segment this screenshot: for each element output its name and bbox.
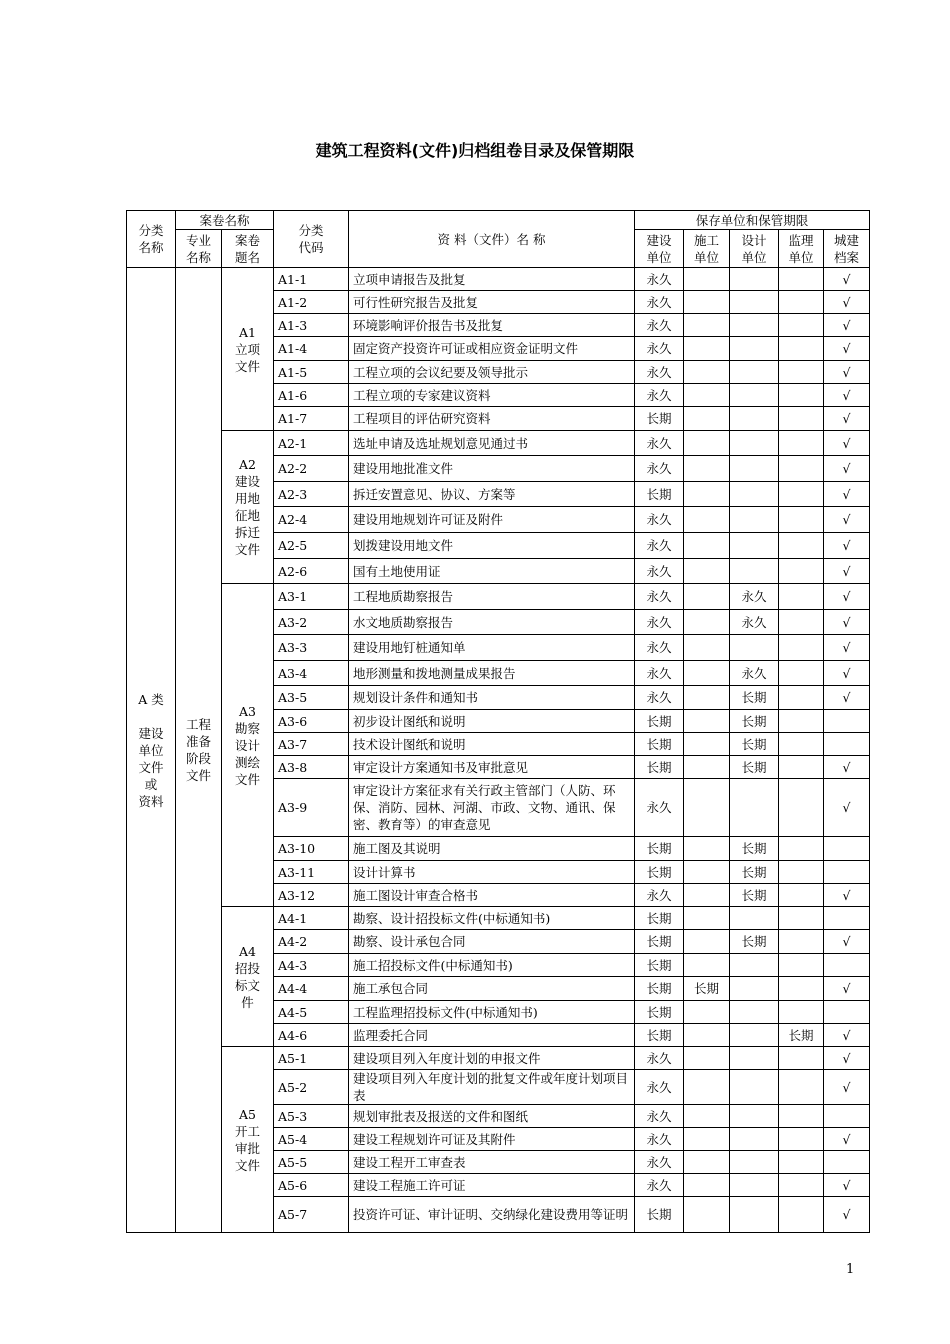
supervise-retention-cell: [779, 1070, 824, 1105]
table-row: [127, 907, 870, 930]
construct-retention-cell: [684, 431, 730, 456]
document-name-cell: 建设用地规划许可证及附件: [349, 507, 635, 533]
archive-retention-cell: √: [824, 930, 870, 954]
supervise-retention-cell: [779, 584, 824, 610]
archive-retention-cell: [824, 1105, 870, 1128]
document-name-cell: 审定设计方案通知书及审批意见: [349, 756, 635, 779]
code-cell: A3-11: [274, 861, 349, 884]
archive-retention-cell: √: [824, 1128, 870, 1151]
document-name-cell: 水文地质勘察报告: [349, 610, 635, 635]
volume-title-cell: A5 开工 审批 文件: [222, 1047, 274, 1233]
build-retention-cell: 长期: [635, 482, 684, 507]
document-name-cell: 立项申请报告及批复: [349, 268, 635, 291]
header-unit-supervise: 监理 单位: [779, 230, 824, 268]
code-cell: A3-4: [274, 661, 349, 686]
archive-retention-cell: √: [824, 884, 870, 907]
archive-retention-cell: √: [824, 559, 870, 584]
supervise-retention-cell: [779, 907, 824, 930]
document-name-cell: 设计计算书: [349, 861, 635, 884]
code-cell: A5-7: [274, 1197, 349, 1233]
construct-retention-cell: [684, 779, 730, 837]
archive-retention-cell: √: [824, 407, 870, 431]
design-retention-cell: [730, 954, 779, 977]
header-unit-design: 设计 单位: [730, 230, 779, 268]
design-retention-cell: 长期: [730, 733, 779, 756]
design-retention-cell: [730, 361, 779, 384]
document-name-cell: 初步设计图纸和说明: [349, 710, 635, 733]
document-name-cell: 勘察、设计承包合同: [349, 930, 635, 954]
code-cell: A4-6: [274, 1024, 349, 1047]
construct-retention-cell: [684, 268, 730, 291]
build-retention-cell: 长期: [635, 1024, 684, 1047]
build-retention-cell: 永久: [635, 291, 684, 314]
document-name-cell: 施工图及其说明: [349, 837, 635, 861]
archive-retention-cell: √: [824, 1174, 870, 1197]
code-cell: A5-2: [274, 1070, 349, 1105]
build-retention-cell: 永久: [635, 1070, 684, 1105]
archive-retention-cell: √: [824, 361, 870, 384]
code-cell: A2-5: [274, 533, 349, 559]
build-retention-cell: 长期: [635, 756, 684, 779]
archive-retention-cell: √: [824, 584, 870, 610]
supervise-retention-cell: [779, 507, 824, 533]
design-retention-cell: 长期: [730, 861, 779, 884]
construct-retention-cell: [684, 710, 730, 733]
supervise-retention-cell: [779, 861, 824, 884]
archive-retention-cell: √: [824, 314, 870, 337]
supervise-retention-cell: [779, 1001, 824, 1024]
code-cell: A3-7: [274, 733, 349, 756]
archive-retention-cell: [824, 861, 870, 884]
design-retention-cell: [730, 337, 779, 361]
design-retention-cell: [730, 907, 779, 930]
design-retention-cell: [730, 977, 779, 1001]
build-retention-cell: 永久: [635, 686, 684, 710]
design-retention-cell: [730, 456, 779, 482]
design-retention-cell: [730, 1024, 779, 1047]
document-name-cell: 建设工程施工许可证: [349, 1174, 635, 1197]
design-retention-cell: [730, 533, 779, 559]
code-cell: A1-6: [274, 384, 349, 407]
code-cell: A5-1: [274, 1047, 349, 1070]
header-category-name: 分类 名称: [127, 211, 176, 268]
design-retention-cell: [730, 507, 779, 533]
supervise-retention-cell: [779, 610, 824, 635]
build-retention-cell: 长期: [635, 710, 684, 733]
supervise-retention-cell: [779, 268, 824, 291]
volume-title-cell: A2 建设 用地 征地 拆迁 文件: [222, 431, 274, 584]
table-row: [127, 1047, 870, 1070]
archive-retention-cell: √: [824, 431, 870, 456]
build-retention-cell: 永久: [635, 431, 684, 456]
construct-retention-cell: [684, 314, 730, 337]
build-retention-cell: 长期: [635, 977, 684, 1001]
supervise-retention-cell: [779, 977, 824, 1001]
build-retention-cell: 永久: [635, 884, 684, 907]
design-retention-cell: 永久: [730, 584, 779, 610]
header-class-code: 分类 代码: [274, 211, 349, 268]
document-name-cell: 固定资产投资许可证或相应资金证明文件: [349, 337, 635, 361]
document-name-cell: 规划设计条件和通知书: [349, 686, 635, 710]
supervise-retention-cell: [779, 1174, 824, 1197]
build-retention-cell: 长期: [635, 407, 684, 431]
header-unit-build: 建设 单位: [635, 230, 684, 268]
document-name-cell: 施工招投标文件(中标通知书): [349, 954, 635, 977]
code-cell: A3-1: [274, 584, 349, 610]
code-cell: A2-2: [274, 456, 349, 482]
design-retention-cell: [730, 1174, 779, 1197]
design-retention-cell: 长期: [730, 710, 779, 733]
archive-retention-cell: √: [824, 268, 870, 291]
build-retention-cell: 长期: [635, 1197, 684, 1233]
archive-retention-cell: √: [824, 756, 870, 779]
document-name-cell: 环境影响评价报告书及批复: [349, 314, 635, 337]
construct-retention-cell: [684, 384, 730, 407]
archive-retention-cell: √: [824, 1024, 870, 1047]
document-name-cell: 建设用地批准文件: [349, 456, 635, 482]
code-cell: A2-6: [274, 559, 349, 584]
build-retention-cell: 长期: [635, 954, 684, 977]
supervise-retention-cell: [779, 837, 824, 861]
supervise-retention-cell: [779, 337, 824, 361]
document-name-cell: 施工承包合同: [349, 977, 635, 1001]
code-cell: A4-3: [274, 954, 349, 977]
code-cell: A3-3: [274, 635, 349, 661]
supervise-retention-cell: [779, 1197, 824, 1233]
design-retention-cell: [730, 1151, 779, 1174]
header-retention-group: 保存单位和保管期限: [635, 211, 870, 230]
supervise-retention-cell: [779, 407, 824, 431]
table-row: [127, 431, 870, 456]
archive-catalog-table: [126, 210, 870, 1233]
supervise-retention-cell: [779, 456, 824, 482]
code-cell: A4-2: [274, 930, 349, 954]
archive-retention-cell: √: [824, 384, 870, 407]
archive-retention-cell: √: [824, 635, 870, 661]
build-retention-cell: 永久: [635, 1105, 684, 1128]
document-name-cell: 审定设计方案征求有关行政主管部门（人防、环保、消防、园林、河湖、市政、文物、通讯、保密、教育等）的审查意见: [349, 779, 635, 837]
build-retention-cell: 永久: [635, 384, 684, 407]
document-name-cell: 规划审批表及报送的文件和图纸: [349, 1105, 635, 1128]
archive-retention-cell: √: [824, 533, 870, 559]
code-cell: A1-3: [274, 314, 349, 337]
construct-retention-cell: [684, 1197, 730, 1233]
document-name-cell: 拆迁安置意见、协议、方案等: [349, 482, 635, 507]
construct-retention-cell: [684, 1001, 730, 1024]
code-cell: A1-2: [274, 291, 349, 314]
build-retention-cell: 长期: [635, 907, 684, 930]
supervise-retention-cell: [779, 635, 824, 661]
construct-retention-cell: [684, 507, 730, 533]
document-name-cell: 可行性研究报告及批复: [349, 291, 635, 314]
build-retention-cell: 长期: [635, 733, 684, 756]
construct-retention-cell: [684, 407, 730, 431]
construct-retention-cell: [684, 291, 730, 314]
table-row: [127, 268, 870, 291]
header-unit-construct: 施工 单位: [684, 230, 730, 268]
construct-retention-cell: [684, 1047, 730, 1070]
design-retention-cell: [730, 1001, 779, 1024]
build-retention-cell: 永久: [635, 661, 684, 686]
archive-retention-cell: √: [824, 1070, 870, 1105]
document-name-cell: 建设项目列入年度计划的申报文件: [349, 1047, 635, 1070]
code-cell: A1-5: [274, 361, 349, 384]
design-retention-cell: 长期: [730, 884, 779, 907]
construct-retention-cell: [684, 337, 730, 361]
category-cell: A 类 建设 单位 文件 或 资料: [127, 268, 176, 1233]
archive-retention-cell: [824, 837, 870, 861]
code-cell: A2-1: [274, 431, 349, 456]
design-retention-cell: [730, 1197, 779, 1233]
archive-retention-cell: √: [824, 291, 870, 314]
build-retention-cell: 永久: [635, 268, 684, 291]
supervise-retention-cell: [779, 686, 824, 710]
supervise-retention-cell: [779, 756, 824, 779]
build-retention-cell: 永久: [635, 559, 684, 584]
archive-retention-cell: √: [824, 1197, 870, 1233]
supervise-retention-cell: [779, 482, 824, 507]
construct-retention-cell: [684, 610, 730, 635]
supervise-retention-cell: [779, 431, 824, 456]
header-volume-title: 案卷 题名: [222, 230, 274, 268]
construct-retention-cell: [684, 456, 730, 482]
build-retention-cell: 永久: [635, 361, 684, 384]
document-name-cell: 工程监理招投标文件(中标通知书): [349, 1001, 635, 1024]
document-name-cell: 划拨建设用地文件: [349, 533, 635, 559]
document-name-cell: 勘察、设计招投标文件(中标通知书): [349, 907, 635, 930]
design-retention-cell: [730, 779, 779, 837]
build-retention-cell: 永久: [635, 533, 684, 559]
archive-retention-cell: √: [824, 507, 870, 533]
code-cell: A3-6: [274, 710, 349, 733]
code-cell: A3-10: [274, 837, 349, 861]
header-volume-name: 案卷名称: [176, 211, 274, 230]
code-cell: A2-4: [274, 507, 349, 533]
design-retention-cell: [730, 431, 779, 456]
design-retention-cell: [730, 407, 779, 431]
construct-retention-cell: [684, 1070, 730, 1105]
document-name-cell: 投资许可证、审计证明、交纳绿化建设费用等证明: [349, 1197, 635, 1233]
code-cell: A1-1: [274, 268, 349, 291]
construct-retention-cell: [684, 954, 730, 977]
construct-retention-cell: [684, 1105, 730, 1128]
construct-retention-cell: 长期: [684, 977, 730, 1001]
archive-retention-cell: [824, 1151, 870, 1174]
construct-retention-cell: [684, 756, 730, 779]
construct-retention-cell: [684, 1151, 730, 1174]
supervise-retention-cell: [779, 930, 824, 954]
code-cell: A3-12: [274, 884, 349, 907]
document-name-cell: 工程项目的评估研究资料: [349, 407, 635, 431]
design-retention-cell: [730, 1128, 779, 1151]
build-retention-cell: 永久: [635, 610, 684, 635]
construct-retention-cell: [684, 686, 730, 710]
code-cell: A2-3: [274, 482, 349, 507]
design-retention-cell: [730, 482, 779, 507]
construct-retention-cell: [684, 907, 730, 930]
code-cell: A1-7: [274, 407, 349, 431]
construct-retention-cell: [684, 1174, 730, 1197]
design-retention-cell: 长期: [730, 930, 779, 954]
document-name-cell: 地形测量和拨地测量成果报告: [349, 661, 635, 686]
code-cell: A3-2: [274, 610, 349, 635]
archive-retention-cell: √: [824, 610, 870, 635]
supervise-retention-cell: [779, 361, 824, 384]
design-retention-cell: 永久: [730, 610, 779, 635]
code-cell: A4-5: [274, 1001, 349, 1024]
archive-retention-cell: √: [824, 337, 870, 361]
archive-retention-cell: [824, 710, 870, 733]
supervise-retention-cell: [779, 954, 824, 977]
page-number: 1: [846, 1262, 855, 1277]
supervise-retention-cell: [779, 384, 824, 407]
document-name-cell: 工程立项的专家建议资料: [349, 384, 635, 407]
design-retention-cell: [730, 384, 779, 407]
build-retention-cell: 永久: [635, 1128, 684, 1151]
archive-retention-cell: √: [824, 779, 870, 837]
design-retention-cell: [730, 314, 779, 337]
archive-retention-cell: √: [824, 977, 870, 1001]
build-retention-cell: 长期: [635, 837, 684, 861]
document-name-cell: 国有土地使用证: [349, 559, 635, 584]
design-retention-cell: [730, 268, 779, 291]
document-name-cell: 工程立项的会议纪要及领导批示: [349, 361, 635, 384]
supervise-retention-cell: [779, 884, 824, 907]
build-retention-cell: 永久: [635, 507, 684, 533]
build-retention-cell: 永久: [635, 1151, 684, 1174]
document-name-cell: 选址申请及选址规划意见通过书: [349, 431, 635, 456]
build-retention-cell: 永久: [635, 337, 684, 361]
code-cell: A4-1: [274, 907, 349, 930]
design-retention-cell: 长期: [730, 686, 779, 710]
construct-retention-cell: [684, 930, 730, 954]
supervise-retention-cell: [779, 291, 824, 314]
code-cell: A3-5: [274, 686, 349, 710]
design-retention-cell: [730, 1070, 779, 1105]
design-retention-cell: [730, 1105, 779, 1128]
code-cell: A5-5: [274, 1151, 349, 1174]
design-retention-cell: 长期: [730, 756, 779, 779]
supervise-retention-cell: [779, 1151, 824, 1174]
design-retention-cell: [730, 1047, 779, 1070]
document-name-cell: 建设用地钉桩通知单: [349, 635, 635, 661]
construct-retention-cell: [684, 861, 730, 884]
table-row: [127, 584, 870, 610]
archive-retention-cell: √: [824, 482, 870, 507]
volume-title-cell: A1 立项 文件: [222, 268, 274, 431]
construct-retention-cell: [684, 533, 730, 559]
archive-retention-cell: [824, 907, 870, 930]
build-retention-cell: 长期: [635, 930, 684, 954]
design-retention-cell: 永久: [730, 661, 779, 686]
supervise-retention-cell: [779, 710, 824, 733]
archive-retention-cell: √: [824, 456, 870, 482]
construct-retention-cell: [684, 837, 730, 861]
supervise-retention-cell: [779, 661, 824, 686]
supervise-retention-cell: [779, 533, 824, 559]
specialty-cell: 工程 准备 阶段 文件: [176, 268, 222, 1233]
volume-title-cell: A4 招投 标文 件: [222, 907, 274, 1047]
document-name-cell: 建设项目列入年度计划的批复文件或年度计划项目表: [349, 1070, 635, 1105]
construct-retention-cell: [684, 361, 730, 384]
supervise-retention-cell: 长期: [779, 1024, 824, 1047]
build-retention-cell: 永久: [635, 1047, 684, 1070]
construct-retention-cell: [684, 1024, 730, 1047]
build-retention-cell: 永久: [635, 1174, 684, 1197]
supervise-retention-cell: [779, 1105, 824, 1128]
design-retention-cell: [730, 559, 779, 584]
build-retention-cell: 长期: [635, 1001, 684, 1024]
document-title: 建筑工程资料(文件)归档组卷目录及保管期限: [315, 141, 635, 160]
design-retention-cell: 长期: [730, 837, 779, 861]
header-unit-archive: 城建 档案: [824, 230, 870, 268]
document-name-cell: 施工图设计审查合格书: [349, 884, 635, 907]
supervise-retention-cell: [779, 779, 824, 837]
construct-retention-cell: [684, 635, 730, 661]
header-document-name: 资 料（文件）名 称: [349, 211, 635, 268]
code-cell: A4-4: [274, 977, 349, 1001]
supervise-retention-cell: [779, 733, 824, 756]
document-name-cell: 技术设计图纸和说明: [349, 733, 635, 756]
construct-retention-cell: [684, 559, 730, 584]
build-retention-cell: 永久: [635, 635, 684, 661]
code-cell: A3-8: [274, 756, 349, 779]
header-specialty-name: 专业 名称: [176, 230, 222, 268]
build-retention-cell: 永久: [635, 456, 684, 482]
supervise-retention-cell: [779, 1047, 824, 1070]
construct-retention-cell: [684, 884, 730, 907]
build-retention-cell: 永久: [635, 779, 684, 837]
volume-title-cell: A3 勘察 设计 测绘 文件: [222, 584, 274, 907]
build-retention-cell: 永久: [635, 314, 684, 337]
document-name-cell: 监理委托合同: [349, 1024, 635, 1047]
archive-retention-cell: [824, 733, 870, 756]
code-cell: A1-4: [274, 337, 349, 361]
archive-retention-cell: √: [824, 661, 870, 686]
construct-retention-cell: [684, 661, 730, 686]
archive-retention-cell: [824, 1001, 870, 1024]
supervise-retention-cell: [779, 559, 824, 584]
code-cell: A5-4: [274, 1128, 349, 1151]
design-retention-cell: [730, 635, 779, 661]
archive-retention-cell: [824, 954, 870, 977]
archive-retention-cell: √: [824, 686, 870, 710]
document-name-cell: 建设工程规划许可证及其附件: [349, 1128, 635, 1151]
build-retention-cell: 永久: [635, 584, 684, 610]
supervise-retention-cell: [779, 314, 824, 337]
construct-retention-cell: [684, 482, 730, 507]
document-name-cell: 工程地质勘察报告: [349, 584, 635, 610]
supervise-retention-cell: [779, 1128, 824, 1151]
construct-retention-cell: [684, 733, 730, 756]
build-retention-cell: 长期: [635, 861, 684, 884]
construct-retention-cell: [684, 1128, 730, 1151]
code-cell: A5-3: [274, 1105, 349, 1128]
code-cell: A3-9: [274, 779, 349, 837]
construct-retention-cell: [684, 584, 730, 610]
code-cell: A5-6: [274, 1174, 349, 1197]
design-retention-cell: [730, 291, 779, 314]
document-name-cell: 建设工程开工审查表: [349, 1151, 635, 1174]
archive-retention-cell: √: [824, 1047, 870, 1070]
